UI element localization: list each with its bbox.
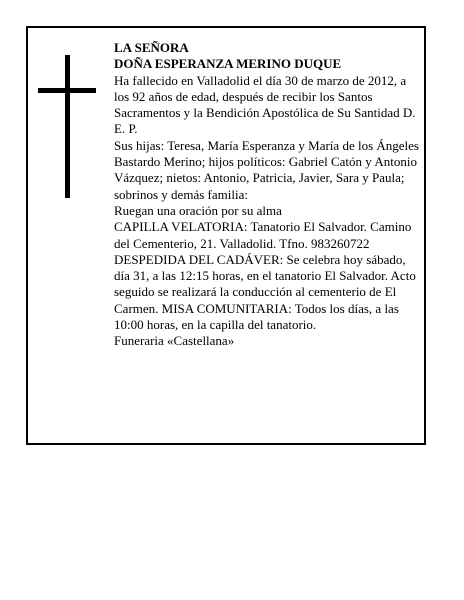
funeral-home: Funeraria «Castellana» (114, 333, 235, 349)
cross-vertical-bar (65, 55, 70, 198)
death-announcement: Ha fallecido en Valladolid el día 30 de marzo de 2012, a los 92 años de edad, después de recibir los Santos Sacramentos y la Bendición Apostólica de Su Santidad D. E. P. (114, 72, 416, 137)
deceased-name: DOÑA ESPERANZA MERINO DUQUE (114, 56, 342, 72)
notice-text (114, 40, 420, 350)
farewell-info: DESPEDIDA DEL CADÁVER: Se celebra hoy sábado, día 31, a las 12:15 horas, en el tanatorio El Salvador. Acto seguido se realizará la conducción al cementerio de El Carmen. MISA COMUNITARIA: Todos los días, a las 10:00 horas, en la capilla del tanatorio. (114, 251, 416, 333)
latin-cross-icon (38, 55, 96, 198)
cross-horizontal-bar (38, 88, 96, 93)
family-list: Sus hijas: Teresa, María Esperanza y María de los Ángeles Bastardo Merino; hijos políticos: Gabriel Catón y Antonio Vázquez; nietos: Antonio, Patricia, Javier, Sara y Paula; sobrinos y demás familia: (114, 137, 419, 202)
notice-heading-title: LA SEÑORA (114, 40, 189, 55)
obituary-notice (26, 26, 426, 445)
chapel-info: CAPILLA VELATORIA: Tanatorio El Salvador. Camino del Cementerio, 21. Valladolid. Tfno. 983260722 (114, 219, 412, 251)
prayer-request: Ruegan una oración por su alma (114, 202, 282, 218)
